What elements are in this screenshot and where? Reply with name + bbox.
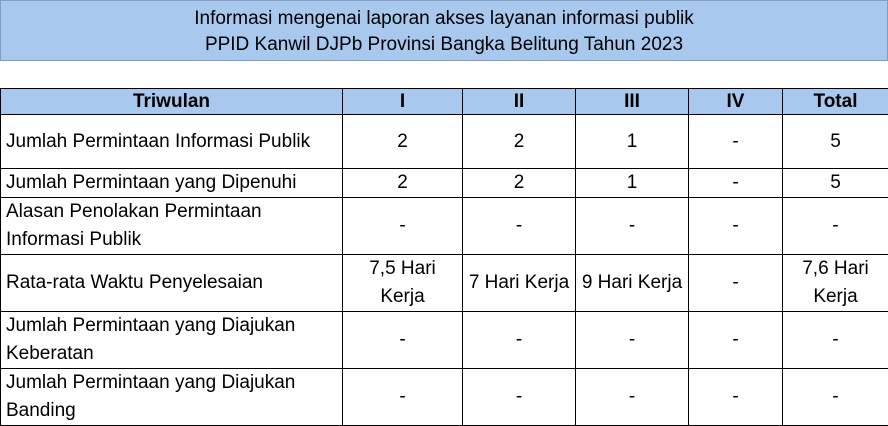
row-label: Jumlah Permintaan yang Diajukan Keberatan	[1, 312, 343, 369]
cell-q1: -	[343, 369, 463, 426]
cell-q4: -	[689, 312, 783, 369]
report-title-line-1: Informasi mengenai laporan akses layanan informasi publik	[1, 6, 887, 32]
table-row	[1, 198, 888, 255]
cell-q3: 1	[576, 115, 689, 169]
cell-q2: -	[463, 312, 576, 369]
cell-q2: -	[463, 369, 576, 426]
cell-q1: 2	[343, 169, 463, 198]
row-label: Rata-rata Waktu Penyelesaian	[1, 255, 343, 312]
table-row	[1, 312, 888, 369]
cell-q2: 2	[463, 115, 576, 169]
table-row	[1, 369, 888, 426]
cell-total: 5	[783, 115, 888, 169]
cell-q4: -	[689, 115, 783, 169]
row-label: Alasan Penolakan Permintaan Informasi Publik	[1, 198, 343, 255]
cell-q4: -	[689, 369, 783, 426]
row-label: Jumlah Permintaan Informasi Publik	[1, 115, 343, 169]
cell-q3: -	[576, 198, 689, 255]
cell-q1: -	[343, 198, 463, 255]
cell-total: -	[783, 369, 888, 426]
header-total: Total	[783, 89, 888, 115]
header-quarter-1: I	[343, 89, 463, 115]
table-row	[1, 169, 888, 198]
report-title-banner	[0, 0, 888, 61]
cell-q2: -	[463, 198, 576, 255]
cell-total: 7,6 Hari Kerja	[783, 255, 888, 312]
header-triwulan: Triwulan	[1, 89, 343, 115]
cell-q1: 7,5 Hari Kerja	[343, 255, 463, 312]
cell-q3: -	[576, 369, 689, 426]
cell-q2: 2	[463, 169, 576, 198]
cell-total: -	[783, 312, 888, 369]
header-quarter-2: II	[463, 89, 576, 115]
cell-q3: 9 Hari Kerja	[576, 255, 689, 312]
report-table	[0, 88, 888, 426]
cell-total: 5	[783, 169, 888, 198]
table-row	[1, 255, 888, 312]
header-quarter-3: III	[576, 89, 689, 115]
cell-q4: -	[689, 198, 783, 255]
cell-q1: -	[343, 312, 463, 369]
cell-q3: -	[576, 312, 689, 369]
cell-total: -	[783, 198, 888, 255]
cell-q3: 1	[576, 169, 689, 198]
row-label: Jumlah Permintaan yang Diajukan Banding	[1, 369, 343, 426]
header-quarter-4: IV	[689, 89, 783, 115]
report-title-line-2: PPID Kanwil DJPb Provinsi Bangka Belitung Tahun 2023	[1, 32, 887, 58]
cell-q2: 7 Hari Kerja	[463, 255, 576, 312]
table-header-row	[1, 89, 888, 115]
cell-q1: 2	[343, 115, 463, 169]
cell-q4: -	[689, 255, 783, 312]
table-row	[1, 115, 888, 169]
cell-q4: -	[689, 169, 783, 198]
row-label: Jumlah Permintaan yang Dipenuhi	[1, 169, 343, 198]
